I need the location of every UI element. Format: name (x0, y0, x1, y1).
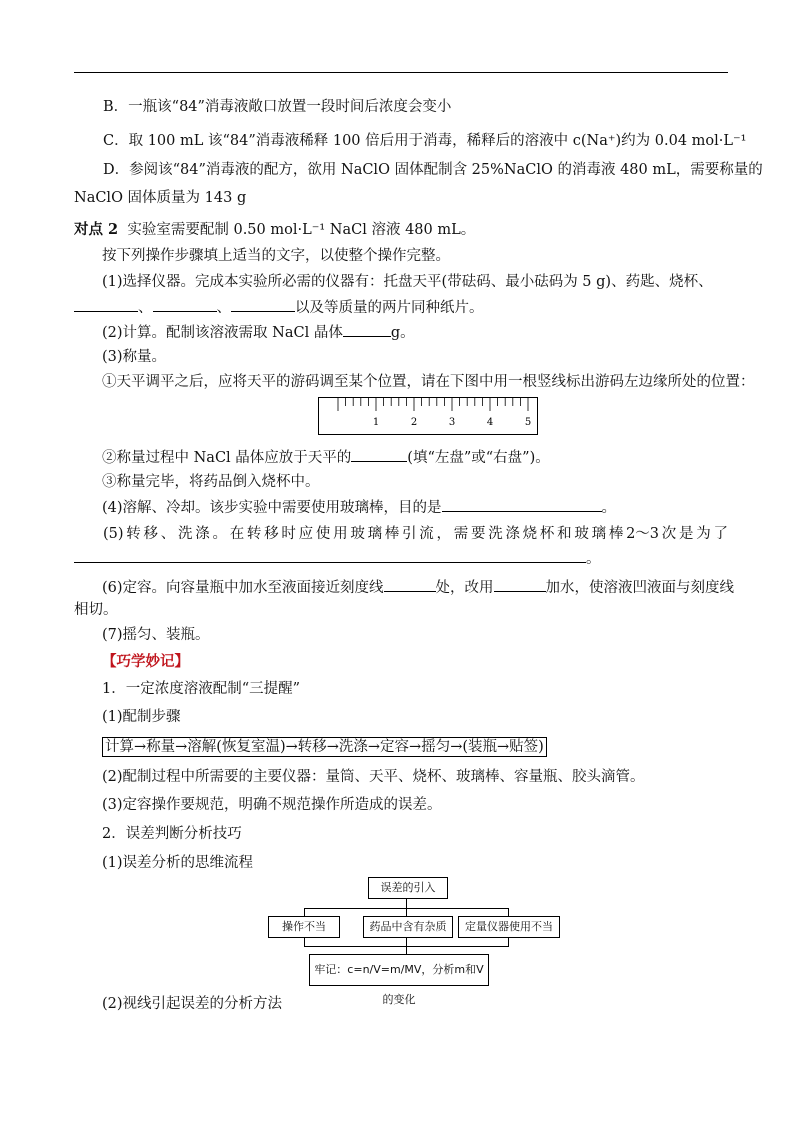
tip1-1: (1)配制步骤 (102, 709, 181, 725)
connector (304, 946, 508, 947)
step5-char: 玻 (350, 526, 365, 542)
flow-mid-box: 操作不当 (268, 916, 340, 938)
flow-mid-box: 定量仪器使用不当 (458, 916, 560, 938)
step5-char: 移 (143, 526, 159, 542)
step3-1: ①天平调平之后，应将天平的游码调至某个位置，请在下图中用一根竖线标出游码左边缘所处的位置： (102, 374, 755, 390)
step5-char: 璃 (591, 526, 607, 542)
step5-char: 流 (419, 526, 434, 542)
step5-char: 为 (696, 526, 711, 542)
step5-char: (5) (103, 526, 124, 542)
step6-line2: 相切。 (74, 602, 118, 618)
answer-blank[interactable] (74, 548, 586, 563)
tip1: 1．一定浓度溶液配制“三提醒” (102, 681, 301, 697)
flow-bottom-box: 牢记：c=n/V=m/MV，分析m和V的变化 (309, 954, 489, 986)
tip2: 2．误差判断分析技巧 (102, 826, 242, 842)
ruler-tick-label: 4 (486, 417, 494, 428)
step5-char: 。 (212, 526, 227, 542)
step5-char: 璃 (367, 526, 383, 542)
tip2-1: (1)误差分析的思维流程 (102, 855, 254, 871)
answer-blank[interactable] (231, 297, 295, 312)
step5-char: 和 (557, 526, 572, 542)
step5-char: 转 (126, 526, 141, 542)
connector (304, 908, 305, 916)
step2: (2)计算。配制该溶液需取 NaCl 晶体 g。 (102, 322, 415, 343)
step3: (3)称量。 (102, 349, 167, 365)
step5-char: 要 (470, 526, 486, 542)
step5-char: 用 (333, 526, 348, 542)
option-c: C．取 100 mL 该“84”消毒液稀释 100 倍后用于消毒，稀释后的溶液中 c(Na⁺)约为 0.04 mol·L⁻¹ (103, 133, 747, 149)
step1-line1: (1)选择仪器。完成本实验所必需的仪器有：托盘天平(带砝码、最小砝码为 5 g)、药匙、烧杯、 (102, 274, 713, 290)
instruction: 按下列操作步骤填上适当的文字，以使整个操作完整。 (102, 248, 450, 264)
ruler-tick-label: 1 (372, 417, 380, 428)
balance-ruler[interactable] (318, 397, 538, 435)
step5-char: 涤 (195, 526, 210, 542)
answer-blank[interactable] (494, 577, 546, 592)
step5-char: 使 (315, 526, 331, 542)
ruler-tick-label: 5 (524, 417, 532, 428)
step5-char: 转 (246, 526, 262, 542)
connector (406, 898, 407, 916)
step5-char: 了 (713, 526, 728, 542)
connector (508, 937, 509, 947)
connector (508, 908, 509, 916)
point2-label: 对点 2 (74, 221, 119, 238)
top-rule (74, 72, 728, 73)
step5-char: 是 (679, 526, 694, 542)
step3-3: ③称量完毕，将药品倒入烧杯中。 (102, 474, 320, 490)
answer-blank[interactable] (351, 447, 407, 462)
flow-box: 计算→称量→溶解(恢复室温)→转移→洗涤→定容→摇匀→(装瓶→贴签) (102, 737, 547, 757)
answer-blank[interactable] (384, 577, 436, 592)
ruler-tick-label: 2 (410, 417, 418, 428)
point2-heading (74, 220, 475, 240)
step7: (7)摇匀、装瓶。 (102, 627, 210, 643)
step5-char: 洗 (177, 526, 193, 542)
option-b: B．一瓶该“84”消毒液敞口放置一段时间后浓度会变小 (103, 99, 452, 115)
ruler-tick-label: 3 (448, 417, 456, 428)
step1-line2: 、 、 以及等质量的两片同种纸片。 (74, 297, 484, 318)
step5-line2: 。 (74, 548, 601, 569)
step5-char: 烧 (522, 526, 538, 542)
step5-char: 移 (264, 526, 279, 542)
step5-line1 (103, 524, 728, 544)
connector (304, 908, 508, 909)
step5-char: 玻 (574, 526, 589, 542)
step5-char: 杯 (539, 526, 555, 542)
step5-char: 引 (402, 526, 417, 542)
tips-title: 【巧学妙记】 (102, 653, 189, 670)
point2-text: 实验室需要配制 0.50 mol·L⁻¹ NaCl 溶液 480 mL。 (127, 222, 476, 238)
step5-char: 在 (229, 526, 245, 542)
option-d-line2: NaClO 固体质量为 143 g (74, 190, 247, 206)
answer-blank[interactable] (442, 497, 602, 512)
step5-char: 洗 (488, 526, 503, 542)
tip1-3: (3)定容操作要规范，明确不规范操作所造成的误差。 (102, 797, 442, 813)
step5-char: 涤 (505, 526, 520, 542)
flow-top-box: 误差的引入 (368, 877, 448, 899)
answer-blank[interactable] (153, 297, 217, 312)
step5-char: 次 (661, 526, 677, 542)
step5-char: 、 (160, 526, 176, 542)
step5-char: 需 (453, 526, 469, 542)
step4: (4)溶解、冷却。该步实验中需要使用玻璃棒，目的是 。 (102, 497, 616, 518)
answer-blank[interactable] (74, 297, 138, 312)
tip1-flow (102, 737, 547, 757)
step5-char: 棒 (608, 526, 624, 542)
tip1-2: (2)配制过程中所需要的主要仪器：量筒、天平、烧杯、玻璃棒、容量瓶、胶头滴管。 (102, 769, 645, 785)
step6-line1: (6)定容。向容量瓶中加水至液面接近刻度线 处，改用 加水，使溶液凹液面与刻度线 (102, 577, 734, 598)
answer-blank[interactable] (343, 322, 391, 337)
step5-char: 棒 (384, 526, 400, 542)
step5-char: 2～3 (626, 526, 660, 542)
tip2-2: (2)视线引起误差的分析方法 (102, 996, 283, 1012)
option-d-line1: D．参阅该“84”消毒液的配方，欲用 NaClO 固体配制含 25%NaClO 的消毒液 480 mL，需要称量的 (103, 162, 763, 178)
step5-char: 时 (281, 526, 296, 542)
flow-mid-box: 药品中含有杂质 (363, 916, 453, 938)
step5-char: ， (436, 526, 451, 542)
step3-2: ②称量过程中 NaCl 晶体应放于天平的 (填“左盘”或“右盘”)。 (102, 447, 550, 468)
step5-char: 应 (298, 526, 314, 542)
